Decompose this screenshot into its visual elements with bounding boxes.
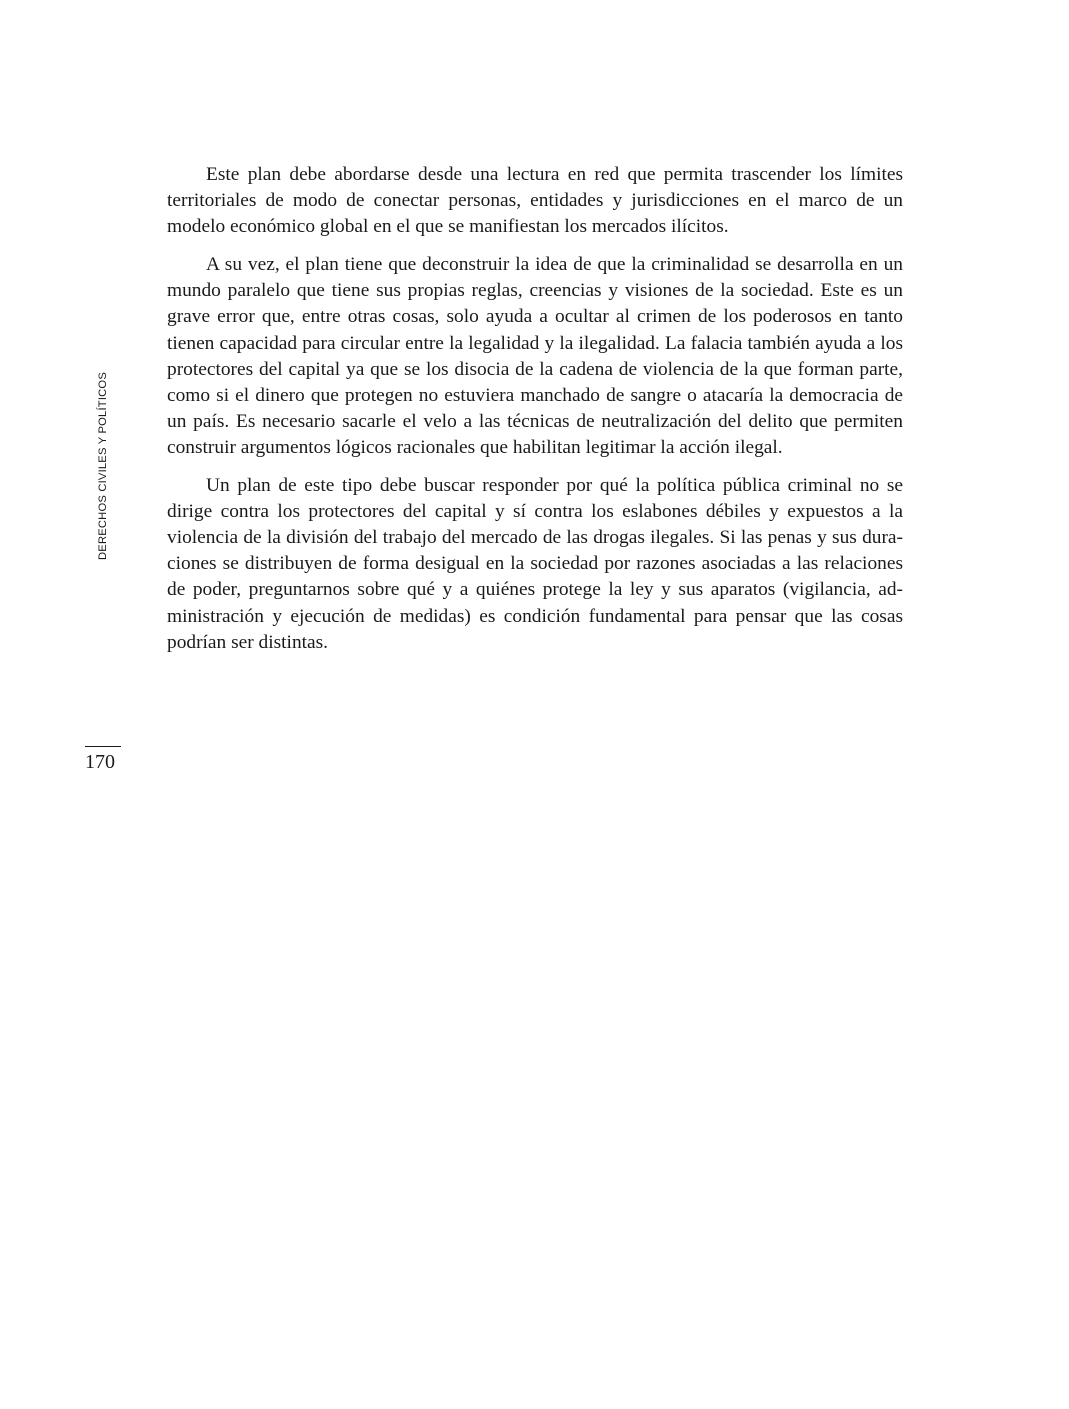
paragraph-2: A su vez, el plan tiene que deconstruir la idea de que la criminalidad se desarrolla en un mundo paralelo que tiene sus propias reglas, creencias y visiones de la sociedad. Este es un grave error que, entre otras cosas, solo ayuda a ocultar al crimen de los poderosos en tanto tienen capacidad para circular entre la legalidad y la ilegalidad. La falacia también ayuda a los protectores del capital ya que se los disocia de la cadena de violencia de la que forman parte, como si el dinero que protegen no estuviera manchado de sangre o atacaría la democracia de un país. Es necesario sacarle el velo a las técnicas de neutralización del delito que permiten construir argumentos lógicos racionales que habilitan legitimar la acción ilegal. (167, 254, 903, 458)
paragraph-3: Un plan de este tipo debe buscar responder por qué la política pública criminal no se dirige contra los protectores del capital y sí contra los eslabones débiles y expuestos a la violencia de la división del trabajo del mercado de las drogas ilegales. Si las penas y sus duraciones se distribuyen de forma desigual en la sociedad por razones asociadas a las relaciones de poder, preguntarnos sobre qué y a quiénes protege la ley y sus aparatos (vigilancia, administración y ejecución de medidas) es condición fundamental para pensar que las cosas podrían ser distintas. (167, 475, 903, 653)
running-head: DERECHOS CIVILES Y POLÍTICOS (97, 372, 109, 560)
body-text (167, 162, 903, 668)
paragraph-1: Este plan debe abordarse desde una lectura en red que permita trascender los límites territoriales de modo de conectar personas, entidades y jurisdicciones en el marco de un modelo económico global en el que se manifiestan los mercados ilícitos. (167, 164, 903, 238)
page-number-rule (85, 746, 121, 747)
page-number: 170 (85, 751, 115, 773)
